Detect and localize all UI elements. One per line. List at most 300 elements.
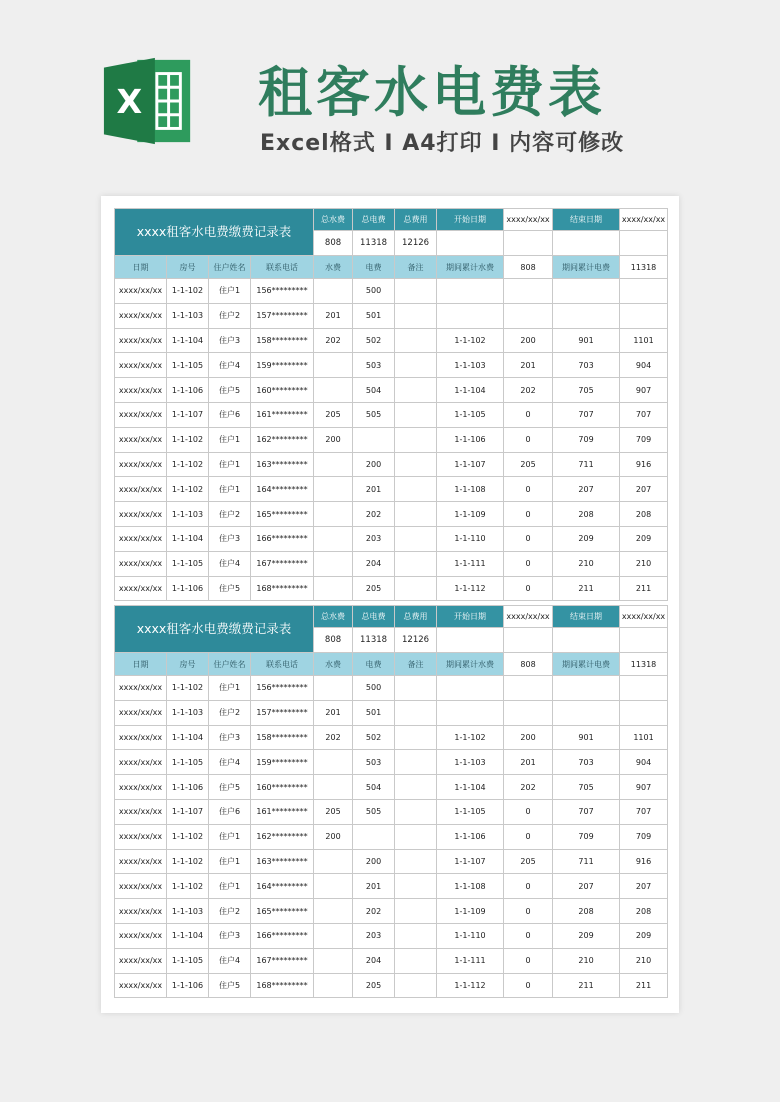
table-cell[interactable]: 503 <box>353 353 395 378</box>
table-cell[interactable]: 161********* <box>251 799 314 824</box>
table-cell[interactable] <box>314 502 353 527</box>
table-cell[interactable]: 住户5 <box>209 576 251 601</box>
table-cell[interactable]: 住户1 <box>209 452 251 477</box>
table-cell[interactable]: 住户4 <box>209 353 251 378</box>
table-cell[interactable]: 204 <box>353 551 395 576</box>
table-cell[interactable]: xxxx/xx/xx <box>115 750 167 775</box>
table-cell[interactable]: 0 <box>504 948 553 973</box>
table-cell[interactable]: 202 <box>314 328 353 353</box>
table-cell[interactable]: 164********* <box>251 477 314 502</box>
table-cell[interactable]: xxxx/xx/xx <box>115 725 167 750</box>
table-cell[interactable]: 505 <box>353 799 395 824</box>
table-cell[interactable]: 1-1-103 <box>437 353 504 378</box>
table-cell[interactable]: 1-1-106 <box>167 973 209 998</box>
table-cell[interactable]: 1-1-104 <box>167 328 209 353</box>
end-date-value[interactable]: xxxx/xx/xx <box>620 606 668 628</box>
table-cell[interactable] <box>314 899 353 924</box>
table-cell[interactable] <box>437 700 504 725</box>
table-cell[interactable]: 202 <box>504 775 553 800</box>
table-cell[interactable]: 203 <box>353 526 395 551</box>
table-cell[interactable] <box>395 427 437 452</box>
table-cell[interactable]: 202 <box>314 725 353 750</box>
table-cell[interactable] <box>314 526 353 551</box>
table-cell[interactable]: 住户2 <box>209 502 251 527</box>
table-cell[interactable] <box>620 700 668 725</box>
table-cell[interactable]: 503 <box>353 750 395 775</box>
table-cell[interactable] <box>395 775 437 800</box>
table-cell[interactable]: 住户3 <box>209 923 251 948</box>
table-cell[interactable]: 901 <box>553 725 620 750</box>
table-cell[interactable]: 160********* <box>251 775 314 800</box>
table-cell[interactable] <box>620 303 668 328</box>
table-cell[interactable] <box>314 849 353 874</box>
table-cell[interactable]: 705 <box>553 378 620 403</box>
end-date-value[interactable]: xxxx/xx/xx <box>620 209 668 231</box>
table-cell[interactable]: 907 <box>620 378 668 403</box>
table-cell[interactable]: 201 <box>504 353 553 378</box>
table-cell[interactable]: 205 <box>314 402 353 427</box>
table-cell[interactable] <box>553 279 620 304</box>
table-cell[interactable]: 205 <box>504 452 553 477</box>
table-cell[interactable] <box>504 303 553 328</box>
table-cell[interactable]: 住户6 <box>209 799 251 824</box>
table-cell[interactable]: xxxx/xx/xx <box>115 551 167 576</box>
table-cell[interactable]: 502 <box>353 328 395 353</box>
table-cell[interactable]: xxxx/xx/xx <box>115 576 167 601</box>
table-cell[interactable] <box>553 303 620 328</box>
table-cell[interactable]: 161********* <box>251 402 314 427</box>
table-cell[interactable] <box>314 973 353 998</box>
table-cell[interactable]: 500 <box>353 279 395 304</box>
cum-water-value[interactable]: 808 <box>504 256 553 279</box>
table-cell[interactable]: 916 <box>620 849 668 874</box>
table-cell[interactable]: 1-1-102 <box>167 874 209 899</box>
table-cell[interactable] <box>504 700 553 725</box>
table-cell[interactable]: 205 <box>314 799 353 824</box>
table-cell[interactable]: 住户3 <box>209 725 251 750</box>
table-cell[interactable] <box>353 824 395 849</box>
table-cell[interactable]: 167********* <box>251 551 314 576</box>
table-cell[interactable]: 707 <box>553 402 620 427</box>
table-cell[interactable]: 0 <box>504 899 553 924</box>
table-cell[interactable] <box>395 353 437 378</box>
table-cell[interactable]: 1-1-103 <box>167 700 209 725</box>
table-cell[interactable]: 1101 <box>620 328 668 353</box>
table-cell[interactable]: xxxx/xx/xx <box>115 899 167 924</box>
table-cell[interactable]: 住户1 <box>209 849 251 874</box>
table-cell[interactable]: 158********* <box>251 328 314 353</box>
table-cell[interactable] <box>395 328 437 353</box>
table-cell[interactable]: 200 <box>314 427 353 452</box>
table-cell[interactable]: 709 <box>553 824 620 849</box>
table-cell[interactable]: 200 <box>314 824 353 849</box>
table-cell[interactable]: 707 <box>620 799 668 824</box>
total-elec-value[interactable]: 11318 <box>353 628 395 653</box>
table-cell[interactable]: xxxx/xx/xx <box>115 775 167 800</box>
table-cell[interactable] <box>395 874 437 899</box>
table-cell[interactable]: 916 <box>620 452 668 477</box>
table-cell[interactable]: xxxx/xx/xx <box>115 676 167 701</box>
table-cell[interactable] <box>395 750 437 775</box>
table-cell[interactable]: xxxx/xx/xx <box>115 874 167 899</box>
table-cell[interactable] <box>314 874 353 899</box>
table-cell[interactable]: 166********* <box>251 526 314 551</box>
table-cell[interactable]: 504 <box>353 378 395 403</box>
table-cell[interactable]: 168********* <box>251 973 314 998</box>
table-cell[interactable]: 1-1-106 <box>167 775 209 800</box>
table-cell[interactable] <box>314 551 353 576</box>
table-cell[interactable]: 1-1-106 <box>437 427 504 452</box>
table-cell[interactable]: 211 <box>620 576 668 601</box>
table-cell[interactable] <box>395 576 437 601</box>
total-elec-value[interactable]: 11318 <box>353 231 395 256</box>
table-cell[interactable] <box>395 477 437 502</box>
table-cell[interactable]: 157********* <box>251 700 314 725</box>
table-cell[interactable] <box>314 576 353 601</box>
table-cell[interactable]: 163********* <box>251 849 314 874</box>
table-cell[interactable]: 1-1-106 <box>167 378 209 403</box>
table-cell[interactable]: 502 <box>353 725 395 750</box>
table-cell[interactable]: 1-1-102 <box>167 477 209 502</box>
table-cell[interactable] <box>314 676 353 701</box>
table-cell[interactable]: xxxx/xx/xx <box>115 303 167 328</box>
table-cell[interactable]: 709 <box>620 824 668 849</box>
table-cell[interactable]: 1-1-107 <box>167 799 209 824</box>
table-cell[interactable]: xxxx/xx/xx <box>115 973 167 998</box>
table-cell[interactable] <box>395 378 437 403</box>
table-cell[interactable] <box>437 279 504 304</box>
table-cell[interactable]: 201 <box>314 700 353 725</box>
table-cell[interactable]: 709 <box>620 427 668 452</box>
table-cell[interactable]: xxxx/xx/xx <box>115 849 167 874</box>
table-cell[interactable] <box>395 824 437 849</box>
table-cell[interactable]: 0 <box>504 502 553 527</box>
table-cell[interactable]: 211 <box>553 973 620 998</box>
table-cell[interactable]: 209 <box>553 923 620 948</box>
table-cell[interactable]: 162********* <box>251 824 314 849</box>
table-cell[interactable]: 住户4 <box>209 750 251 775</box>
table-cell[interactable]: 156********* <box>251 676 314 701</box>
table-cell[interactable] <box>314 750 353 775</box>
table-cell[interactable]: 711 <box>553 452 620 477</box>
table-cell[interactable] <box>553 676 620 701</box>
table-cell[interactable]: 705 <box>553 775 620 800</box>
table-cell[interactable]: 163********* <box>251 452 314 477</box>
table-cell[interactable]: xxxx/xx/xx <box>115 427 167 452</box>
table-cell[interactable]: 住户1 <box>209 874 251 899</box>
table-cell[interactable]: 1-1-106 <box>437 824 504 849</box>
table-cell[interactable] <box>395 700 437 725</box>
table-cell[interactable]: 住户1 <box>209 824 251 849</box>
table-cell[interactable] <box>353 427 395 452</box>
table-cell[interactable]: 210 <box>620 551 668 576</box>
table-cell[interactable]: 住户5 <box>209 775 251 800</box>
table-cell[interactable]: 1-1-107 <box>437 452 504 477</box>
table-cell[interactable]: 1-1-102 <box>167 849 209 874</box>
table-cell[interactable]: 208 <box>620 899 668 924</box>
table-cell[interactable]: 209 <box>553 526 620 551</box>
total-water-value[interactable]: 808 <box>314 628 353 653</box>
table-cell[interactable] <box>437 303 504 328</box>
table-cell[interactable] <box>395 402 437 427</box>
table-cell[interactable]: 1-1-103 <box>167 303 209 328</box>
table-cell[interactable]: 住户2 <box>209 303 251 328</box>
table-cell[interactable]: xxxx/xx/xx <box>115 378 167 403</box>
table-cell[interactable]: 211 <box>620 973 668 998</box>
table-cell[interactable]: 住户6 <box>209 402 251 427</box>
table-cell[interactable]: 707 <box>620 402 668 427</box>
table-cell[interactable] <box>395 502 437 527</box>
table-cell[interactable]: 1-1-104 <box>437 378 504 403</box>
table-cell[interactable]: 1-1-102 <box>167 452 209 477</box>
table-cell[interactable]: 住户4 <box>209 948 251 973</box>
table-cell[interactable]: 207 <box>553 477 620 502</box>
start-date-value[interactable]: xxxx/xx/xx <box>504 209 553 231</box>
table-cell[interactable]: 210 <box>620 948 668 973</box>
table-cell[interactable]: 1-1-104 <box>167 725 209 750</box>
table-cell[interactable]: 707 <box>553 799 620 824</box>
table-cell[interactable] <box>314 378 353 403</box>
table-cell[interactable]: 210 <box>553 551 620 576</box>
table-cell[interactable]: 0 <box>504 923 553 948</box>
table-cell[interactable] <box>314 775 353 800</box>
table-cell[interactable]: 201 <box>353 874 395 899</box>
table-cell[interactable] <box>395 452 437 477</box>
table-cell[interactable]: 904 <box>620 750 668 775</box>
table-cell[interactable] <box>553 700 620 725</box>
table-cell[interactable]: 501 <box>353 303 395 328</box>
table-cell[interactable]: xxxx/xx/xx <box>115 353 167 378</box>
cum-water-value[interactable]: 808 <box>504 653 553 676</box>
table-cell[interactable] <box>395 551 437 576</box>
table-cell[interactable]: xxxx/xx/xx <box>115 452 167 477</box>
table-cell[interactable] <box>395 303 437 328</box>
table-cell[interactable]: 1-1-110 <box>437 526 504 551</box>
table-cell[interactable]: 1-1-105 <box>167 353 209 378</box>
table-cell[interactable]: 168********* <box>251 576 314 601</box>
cum-elec-value[interactable]: 11318 <box>620 653 668 676</box>
table-cell[interactable]: 504 <box>353 775 395 800</box>
table-cell[interactable]: 0 <box>504 874 553 899</box>
table-cell[interactable]: 166********* <box>251 923 314 948</box>
table-cell[interactable]: xxxx/xx/xx <box>115 477 167 502</box>
table-cell[interactable]: 202 <box>353 899 395 924</box>
table-cell[interactable]: 0 <box>504 799 553 824</box>
table-cell[interactable]: 209 <box>620 526 668 551</box>
table-cell[interactable]: 207 <box>620 477 668 502</box>
table-cell[interactable]: 201 <box>504 750 553 775</box>
table-cell[interactable]: 208 <box>553 899 620 924</box>
table-cell[interactable]: 0 <box>504 526 553 551</box>
table-cell[interactable]: 159********* <box>251 353 314 378</box>
table-cell[interactable]: 505 <box>353 402 395 427</box>
table-cell[interactable]: xxxx/xx/xx <box>115 700 167 725</box>
table-cell[interactable] <box>314 279 353 304</box>
table-cell[interactable]: 200 <box>504 328 553 353</box>
table-cell[interactable] <box>314 452 353 477</box>
total-fee-value[interactable]: 12126 <box>395 231 437 256</box>
table-cell[interactable]: 164********* <box>251 874 314 899</box>
table-cell[interactable]: 0 <box>504 576 553 601</box>
table-cell[interactable]: 1-1-110 <box>437 923 504 948</box>
table-cell[interactable]: 156********* <box>251 279 314 304</box>
table-cell[interactable]: 703 <box>553 353 620 378</box>
table-cell[interactable]: 208 <box>553 502 620 527</box>
table-cell[interactable]: 159********* <box>251 750 314 775</box>
table-cell[interactable]: 1-1-103 <box>437 750 504 775</box>
total-water-value[interactable]: 808 <box>314 231 353 256</box>
table-cell[interactable]: 0 <box>504 551 553 576</box>
table-cell[interactable] <box>395 948 437 973</box>
table-cell[interactable]: 1-1-102 <box>167 279 209 304</box>
table-cell[interactable]: 1-1-104 <box>167 526 209 551</box>
table-cell[interactable]: xxxx/xx/xx <box>115 948 167 973</box>
table-cell[interactable]: 0 <box>504 402 553 427</box>
table-cell[interactable]: 205 <box>504 849 553 874</box>
table-cell[interactable]: xxxx/xx/xx <box>115 824 167 849</box>
table-cell[interactable]: 1-1-102 <box>437 725 504 750</box>
table-cell[interactable] <box>395 725 437 750</box>
table-cell[interactable]: 0 <box>504 477 553 502</box>
table-cell[interactable]: 200 <box>353 849 395 874</box>
table-cell[interactable] <box>395 973 437 998</box>
table-cell[interactable]: 202 <box>353 502 395 527</box>
table-cell[interactable]: 501 <box>353 700 395 725</box>
table-cell[interactable]: 1-1-107 <box>437 849 504 874</box>
table-cell[interactable]: xxxx/xx/xx <box>115 402 167 427</box>
table-cell[interactable]: 165********* <box>251 502 314 527</box>
table-cell[interactable]: 208 <box>620 502 668 527</box>
table-cell[interactable]: 住户3 <box>209 328 251 353</box>
table-cell[interactable] <box>395 899 437 924</box>
table-cell[interactable]: 1-1-108 <box>437 874 504 899</box>
table-cell[interactable]: 500 <box>353 676 395 701</box>
table-cell[interactable]: 0 <box>504 427 553 452</box>
table-cell[interactable]: 1-1-108 <box>437 477 504 502</box>
table-cell[interactable]: 162********* <box>251 427 314 452</box>
table-cell[interactable]: 210 <box>553 948 620 973</box>
table-cell[interactable] <box>395 526 437 551</box>
table-cell[interactable] <box>620 279 668 304</box>
table-cell[interactable]: 1-1-112 <box>437 973 504 998</box>
table-cell[interactable]: xxxx/xx/xx <box>115 328 167 353</box>
table-cell[interactable]: 211 <box>553 576 620 601</box>
table-cell[interactable] <box>395 923 437 948</box>
table-cell[interactable]: 907 <box>620 775 668 800</box>
table-cell[interactable]: 住户5 <box>209 973 251 998</box>
table-cell[interactable] <box>314 477 353 502</box>
table-cell[interactable]: 157********* <box>251 303 314 328</box>
table-cell[interactable]: xxxx/xx/xx <box>115 279 167 304</box>
table-cell[interactable]: xxxx/xx/xx <box>115 799 167 824</box>
table-cell[interactable]: 0 <box>504 824 553 849</box>
table-cell[interactable]: 1-1-111 <box>437 551 504 576</box>
table-cell[interactable]: 703 <box>553 750 620 775</box>
table-cell[interactable]: 1-1-111 <box>437 948 504 973</box>
table-cell[interactable]: 住户2 <box>209 700 251 725</box>
table-cell[interactable]: 711 <box>553 849 620 874</box>
table-cell[interactable]: 住户3 <box>209 526 251 551</box>
table-cell[interactable]: 1-1-105 <box>167 551 209 576</box>
table-cell[interactable]: 1-1-105 <box>437 799 504 824</box>
table-cell[interactable]: 1-1-104 <box>167 923 209 948</box>
table-cell[interactable]: xxxx/xx/xx <box>115 526 167 551</box>
table-cell[interactable] <box>437 676 504 701</box>
table-cell[interactable]: 901 <box>553 328 620 353</box>
table-cell[interactable]: 207 <box>620 874 668 899</box>
table-cell[interactable] <box>395 279 437 304</box>
cum-elec-value[interactable]: 11318 <box>620 256 668 279</box>
table-cell[interactable]: 住户1 <box>209 676 251 701</box>
table-cell[interactable]: 1-1-102 <box>167 676 209 701</box>
table-cell[interactable]: 1101 <box>620 725 668 750</box>
table-cell[interactable] <box>504 279 553 304</box>
table-cell[interactable]: 住户1 <box>209 477 251 502</box>
table-cell[interactable]: 住户5 <box>209 378 251 403</box>
table-cell[interactable] <box>395 676 437 701</box>
table-cell[interactable]: 200 <box>353 452 395 477</box>
table-cell[interactable]: 1-1-112 <box>437 576 504 601</box>
table-cell[interactable]: 207 <box>553 874 620 899</box>
table-cell[interactable]: 1-1-105 <box>167 750 209 775</box>
table-cell[interactable]: 158********* <box>251 725 314 750</box>
table-cell[interactable]: 住户2 <box>209 899 251 924</box>
table-cell[interactable] <box>395 849 437 874</box>
table-cell[interactable]: 1-1-107 <box>167 402 209 427</box>
table-cell[interactable]: 1-1-102 <box>167 427 209 452</box>
table-cell[interactable]: 201 <box>314 303 353 328</box>
table-cell[interactable]: 1-1-102 <box>437 328 504 353</box>
table-cell[interactable]: 200 <box>504 725 553 750</box>
table-cell[interactable]: 1-1-103 <box>167 899 209 924</box>
table-cell[interactable]: 167********* <box>251 948 314 973</box>
table-cell[interactable]: 205 <box>353 576 395 601</box>
total-fee-value[interactable]: 12126 <box>395 628 437 653</box>
table-cell[interactable]: 209 <box>620 923 668 948</box>
table-cell[interactable]: 0 <box>504 973 553 998</box>
table-cell[interactable]: 205 <box>353 973 395 998</box>
table-cell[interactable]: xxxx/xx/xx <box>115 923 167 948</box>
table-cell[interactable]: 1-1-105 <box>437 402 504 427</box>
table-cell[interactable]: xxxx/xx/xx <box>115 502 167 527</box>
table-cell[interactable]: 1-1-104 <box>437 775 504 800</box>
table-cell[interactable]: 202 <box>504 378 553 403</box>
table-cell[interactable] <box>395 799 437 824</box>
table-cell[interactable]: 709 <box>553 427 620 452</box>
table-cell[interactable] <box>504 676 553 701</box>
table-cell[interactable]: 160********* <box>251 378 314 403</box>
table-cell[interactable] <box>620 676 668 701</box>
table-cell[interactable]: 204 <box>353 948 395 973</box>
table-cell[interactable]: 1-1-109 <box>437 899 504 924</box>
table-cell[interactable]: 165********* <box>251 899 314 924</box>
table-cell[interactable]: 1-1-106 <box>167 576 209 601</box>
table-cell[interactable]: 住户4 <box>209 551 251 576</box>
table-cell[interactable]: 904 <box>620 353 668 378</box>
table-cell[interactable]: 1-1-109 <box>437 502 504 527</box>
table-cell[interactable]: 住户1 <box>209 279 251 304</box>
table-cell[interactable]: 1-1-102 <box>167 824 209 849</box>
table-cell[interactable]: 203 <box>353 923 395 948</box>
table-cell[interactable]: 住户1 <box>209 427 251 452</box>
table-cell[interactable]: 201 <box>353 477 395 502</box>
table-cell[interactable] <box>314 923 353 948</box>
table-cell[interactable] <box>314 948 353 973</box>
start-date-value[interactable]: xxxx/xx/xx <box>504 606 553 628</box>
table-cell[interactable] <box>314 353 353 378</box>
table-cell[interactable]: 1-1-105 <box>167 948 209 973</box>
table-cell[interactable]: 1-1-103 <box>167 502 209 527</box>
